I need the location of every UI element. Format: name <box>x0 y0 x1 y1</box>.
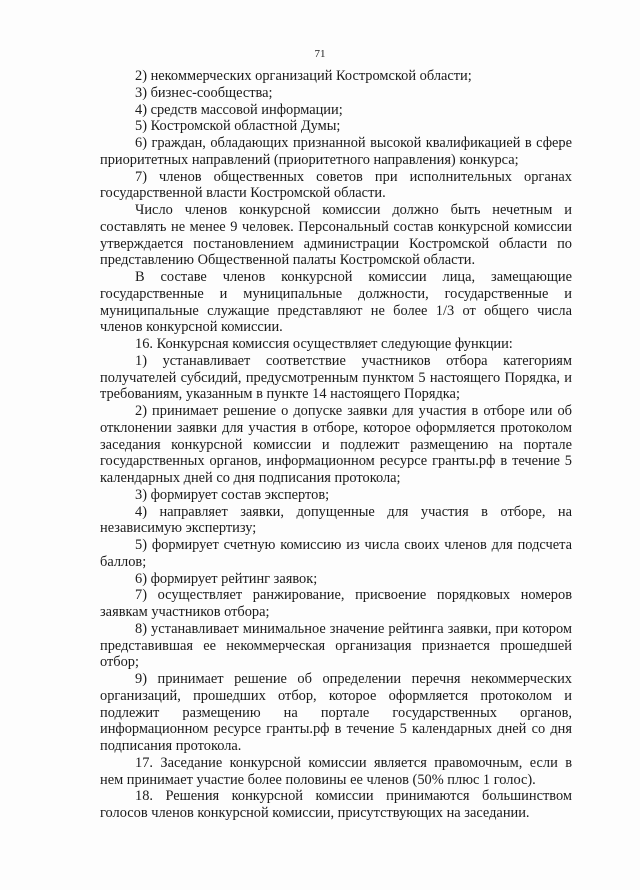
list-item: 5) формирует счетную комиссию из числа своих членов для подсчета баллов; <box>100 537 572 570</box>
list-item: 2) некоммерческих организаций Костромской области; <box>135 68 472 84</box>
paragraph: В составе членов конкурсной комиссии лица, замещающие государственные и муниципальные должности, государственные и муниципальные служащие представляют не более 1/3 от общего числа членов конкурсной комиссии. <box>100 269 572 336</box>
paragraph: 18. Решения конкурсной комиссии принимаются большинством голосов членов конкурсной комиссии, присутствующих на заседании. <box>100 788 572 821</box>
list-item: 6) граждан, обладающих признанной высокой квалификацией в сфере приоритетных направлений (приоритетного направления) конкурса; <box>100 135 572 168</box>
list-item: 4) направляет заявки, допущенные для участия в отборе, на независимую экспертизу; <box>100 503 572 537</box>
list-item: 2) принимает решение о допуске заявки для участия в отборе или об отклонении заявки для участия в отборе, которое оформляется протоколом заседания конкурсной комиссии и подлежит размещению на портале государственных органов, информационном ресурсе гранты.рф в течение 5 календарных дней со дня подписания протокола; <box>100 403 572 486</box>
list-item: 7) осуществляет ранжирование, присвоение порядковых номеров заявкам участников отбора; <box>100 587 572 620</box>
list-item: 4) средств массовой информации; <box>135 101 343 118</box>
list-item: 1) устанавливает соответствие участников отбора категориям получателей субсидий, предусмотренным пунктом 5 настоящего Порядка, и требованиям, указанным в пункте 14 настоящего Порядка; <box>100 352 572 403</box>
list-item: 7) членов общественных советов при исполнительных органах государственной власти Костромской области. <box>100 168 572 202</box>
list-item: 8) устанавливает минимальное значение рейтинга заявки, при котором представившая ее некоммерческая организация признается прошедшей отбор; <box>100 620 572 671</box>
list-item: 3) бизнес-сообщества; <box>135 84 273 101</box>
document-body <box>100 68 572 822</box>
list-item: 9) принимает решение об определении перечня некоммерческих организаций, прошедших отбор, которое оформляется протоколом и подлежит размещению на портале государственных органов, информационном ресурсе гранты.рф в течение 5 календарных дней со дня подписания протокола. <box>100 671 572 754</box>
list-item: 3) формирует состав экспертов; <box>135 486 330 503</box>
list-item: 5) Костромской областной Думы; <box>135 118 341 135</box>
list-item: 6) формирует рейтинг заявок; <box>135 570 318 587</box>
paragraph: Число членов конкурсной комиссии должно быть нечетным и составлять не менее 9 человек. Персональный состав конкурсной комиссии утверждается постановлением администрации Костромской области по представлению Общественной палаты Костромской области. <box>100 202 572 269</box>
paragraph: 17. Заседание конкурсной комиссии является правомочным, если в нем принимает участие более половины ее членов (50% плюс 1 голос). <box>100 754 572 788</box>
section-heading: 16. Конкурсная комиссия осуществляет следующие функции: <box>135 336 513 352</box>
page-number: 71 <box>314 48 326 60</box>
